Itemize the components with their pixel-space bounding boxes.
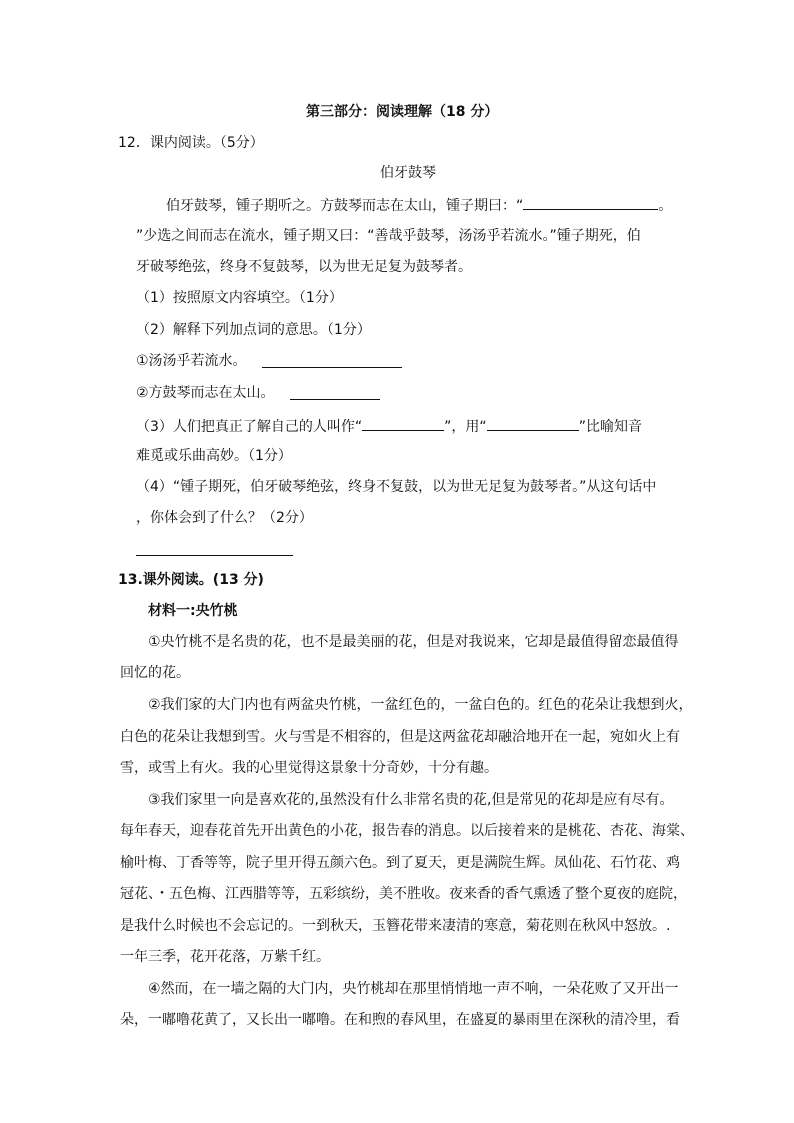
para-2-line-2: 白色的花朵让我想到雪。火与雪是不相容的，但是这两盆花却融洽地开在一起，宛如火上有 xyxy=(120,729,680,745)
answer-line[interactable] xyxy=(136,555,293,556)
item-text: ②方鼓琴而志在太山。 xyxy=(136,385,275,401)
material-title: 材料一:央竹桃 xyxy=(148,603,238,619)
q12-sub1: （1）按照原文内容填空。（1分） xyxy=(136,290,343,306)
para-3-line-4: 冠花、・五色梅、江西腊等等，五彩缤纷，美不胜收。夜来香的香气熏透了整个夏夜的庭院， xyxy=(120,886,687,902)
q12-heading: 12．课内阅读。（5分） xyxy=(118,135,264,151)
sub3-text: ”，用“ xyxy=(444,419,487,435)
q12-sub3-line2: 难觅或乐曲高妙。（1分） xyxy=(136,448,292,464)
para-4-line-1: ④然而，在一墙之隔的大门内，央竹桃却在那里悄悄地一声不响，一朵花败了又开出一 xyxy=(148,981,679,997)
para-3-line-2: 每年春天，迎春花首先开出黄色的小花，报告春的消息。以后接着来的是桃花、杏花、海棠、 xyxy=(120,823,694,839)
q12-sub2-item2 xyxy=(136,383,275,403)
passage-line-1 xyxy=(166,194,672,216)
para-2-line-3: 雪，或雪上有火。我的心里觉得这景象十分奇妙，十分有趣。 xyxy=(120,760,498,776)
answer-line[interactable] xyxy=(262,367,402,368)
para-3-line-5: 是我什么时候也不会忘记的。一到秋天，玉簪花带来凄清的寒意，菊花则在秋风中怒放。. xyxy=(120,918,671,934)
sub3-text: ”比喻知音 xyxy=(578,419,642,435)
para-3-line-6: 一年三季，花开花落，万紫千红。 xyxy=(120,949,330,965)
passage-line-2: ”少选之间而志在流水，锺子期又曰：“善哉乎鼓琴，汤汤乎若流水。”锺子期死，伯 xyxy=(136,228,641,244)
sub3-text: （3）人们把真正了解自己的人叫作“ xyxy=(136,419,363,435)
para-3-line-1: ③我们家里一向是喜欢花的,虽然没有什么非常名贵的花,但是常见的花却是应有尽有。 xyxy=(148,792,674,808)
para-2-line-1: ②我们家的大门内也有两盆央竹桃，一盆红色的，一盆白色的。红色的花朵让我想到火， xyxy=(148,697,693,713)
item-text: ①汤汤乎若流水。 xyxy=(136,353,247,369)
answer-blank[interactable] xyxy=(362,415,444,431)
q12-sub2-item1 xyxy=(136,351,247,371)
q12-sub3-line1 xyxy=(136,415,642,437)
answer-line[interactable] xyxy=(290,399,380,400)
passage-line-3: 牙破琴绝弦，终身不复鼓琴，以为世无足复为鼓琴者。 xyxy=(136,259,472,275)
q13-heading: 13.课外阅读。(13 分) xyxy=(118,572,264,588)
answer-blank[interactable] xyxy=(487,415,579,431)
passage-text: 伯牙鼓琴，锺子期听之。方鼓琴而志在太山，锺子期曰：“ xyxy=(166,198,524,214)
para-3-line-3: 榆叶梅、丁香等等，院子里开得五颜六色。到了夏天，更是满院生辉。凤仙花、石竹花、鸡 xyxy=(120,855,680,871)
para-1-line-1: ①央竹桃不是名贵的花，也不是最美丽的花，但是对我说来，它却是最值得留恋最值得 xyxy=(148,634,679,650)
para-4-line-2: 朵，一嘟噜花黄了，又长出一嘟噜。在和煦的春风里，在盛夏的暴雨里在深秋的清冷里，看 xyxy=(120,1012,680,1028)
para-1-line-2: 回忆的花。 xyxy=(120,665,190,681)
passage-title: 伯牙鼓琴 xyxy=(380,165,436,181)
passage-text: 。 xyxy=(658,198,673,214)
q12-sub2: （2）解释下列加点词的意思。（1分） xyxy=(136,322,371,338)
answer-blank[interactable] xyxy=(523,194,658,210)
q12-sub4-line1: （4）“锺子期死，伯牙破琴绝弦，终身不复鼓，以为世无足复为鼓琴者。”从这句话中 xyxy=(136,479,657,495)
q12-sub4-line2: ，你体会到了什么？（2分） xyxy=(136,510,313,526)
section-title: 第三部分：阅读理解（18 分） xyxy=(306,104,499,120)
